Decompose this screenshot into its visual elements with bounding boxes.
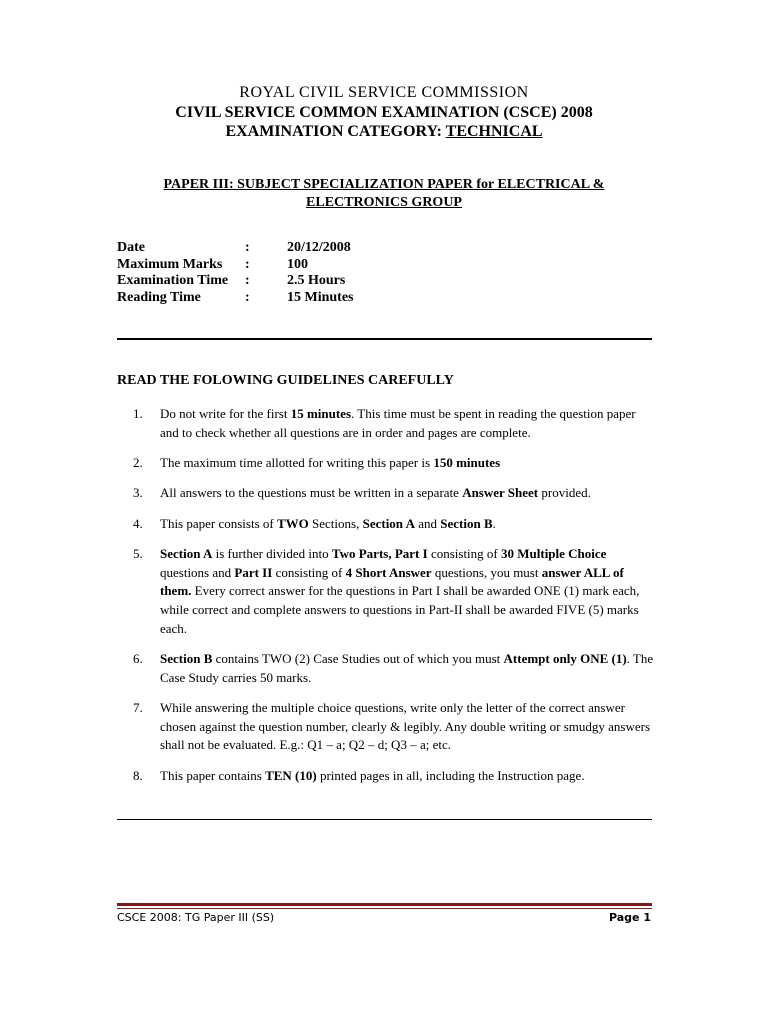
guideline-item bbox=[117, 650, 657, 687]
guidelines-list bbox=[117, 405, 657, 797]
guideline-item bbox=[117, 515, 657, 534]
guideline-text: contains TWO (2) Case Studies out of which you must bbox=[212, 651, 504, 666]
guideline-item bbox=[117, 484, 657, 503]
guideline-emphasis: 30 Multiple Choice bbox=[501, 545, 607, 561]
guideline-text: . This time must be spent in reading the question paper and to check whether all questions are in order and pages are complete. bbox=[160, 406, 636, 440]
guideline-text: printed pages in all, including the Instruction page. bbox=[316, 767, 585, 783]
paper-title-line2: ELECTRONICS GROUP bbox=[306, 195, 462, 210]
guideline-emphasis: Section B bbox=[440, 515, 493, 531]
detail-colon: : bbox=[245, 256, 250, 272]
guideline-emphasis: Attempt only ONE (1) bbox=[503, 651, 627, 666]
guideline-text: questions and bbox=[160, 564, 235, 580]
paper-title-line1: PAPER III: SUBJECT SPECIALIZATION PAPER for ELECTRICAL & bbox=[163, 177, 605, 192]
guideline-item bbox=[117, 545, 657, 639]
guideline-text: Every correct answer for the questions in Part I shall be awarded ONE (1) mark each, while correct and complete answers to questions in Part-II shall be awarded FIVE (5) marks each. bbox=[160, 583, 640, 636]
guideline-text: All answers to the questions must be written in a separate bbox=[160, 485, 463, 501]
guideline-text: While answering the multiple choice questions, write only the letter of the correct answer chosen against the question number, clearly & legibly. Any double writing or smudgy answers shall not be evaluated. E.g.: Q1 – a; Q2 – d; Q3 – a; etc. bbox=[160, 700, 651, 753]
guideline-text: provided. bbox=[538, 485, 591, 501]
guideline-text: consisting of bbox=[272, 564, 346, 580]
detail-label: Examination Time bbox=[117, 273, 229, 288]
footer-rule-thin bbox=[117, 908, 652, 909]
commission-name: ROYAL CIVIL SERVICE COMMISSION bbox=[239, 84, 529, 101]
detail-value: 100 bbox=[287, 256, 308, 272]
guideline-item bbox=[117, 454, 657, 473]
guideline-emphasis: Answer Sheet bbox=[462, 485, 539, 501]
guideline-emphasis: 150 minutes bbox=[433, 455, 501, 470]
guidelines-title: READ THE FOLOWING GUIDELINES CAREFULLY bbox=[117, 373, 454, 388]
guideline-number: 3. bbox=[133, 485, 143, 501]
paper-title bbox=[130, 176, 638, 212]
detail-colon: : bbox=[245, 240, 250, 255]
exam-category bbox=[0, 123, 768, 141]
guideline-text: . The Case Study carries 50 marks. bbox=[160, 651, 654, 685]
detail-value: 2.5 Hours bbox=[287, 273, 346, 288]
detail-label: Reading Time bbox=[117, 289, 201, 305]
detail-value: 15 Minutes bbox=[287, 289, 354, 305]
guideline-emphasis: 4 Short Answer bbox=[345, 564, 432, 580]
guideline-text: consisting of bbox=[427, 545, 501, 561]
guideline-text: questions, you must bbox=[431, 564, 542, 580]
detail-colon: : bbox=[245, 273, 250, 288]
guideline-item bbox=[117, 405, 657, 442]
guideline-text: is further divided into bbox=[212, 545, 332, 561]
guideline-emphasis: Section A bbox=[160, 545, 213, 561]
detail-label: Date bbox=[117, 240, 145, 255]
guideline-emphasis: TEN (10) bbox=[265, 767, 317, 783]
guideline-number: 8. bbox=[133, 767, 143, 783]
page-number: Page 1 bbox=[608, 911, 651, 924]
exam-title: CIVIL SERVICE COMMON EXAMINATION (CSCE) 2008 bbox=[175, 104, 593, 121]
guideline-emphasis: Part II bbox=[234, 564, 273, 580]
guideline-text: Sections, bbox=[308, 515, 363, 531]
guideline-emphasis: Section A bbox=[362, 515, 415, 531]
guideline-text: The maximum time allotted for writing this paper is bbox=[160, 455, 434, 470]
guideline-text: Do not write for the first bbox=[160, 406, 291, 421]
guideline-emphasis: 15 minutes bbox=[290, 406, 352, 421]
guideline-emphasis: TWO bbox=[276, 515, 309, 531]
guideline-emphasis: Section B bbox=[160, 651, 213, 666]
guideline-number: 1. bbox=[133, 406, 143, 421]
guideline-text: This paper consists of bbox=[160, 515, 277, 531]
footer-paper-code: CSCE 2008: TG Paper III (SS) bbox=[117, 911, 275, 924]
divider-top bbox=[117, 338, 652, 340]
guideline-emphasis: answer ALL of them. bbox=[160, 564, 624, 599]
detail-colon: : bbox=[245, 289, 250, 305]
guideline-item bbox=[117, 699, 657, 755]
exam-category-label: EXAMINATION CATEGORY: bbox=[225, 123, 446, 140]
guideline-text: . bbox=[492, 515, 496, 531]
guideline-item bbox=[117, 767, 657, 786]
footer-rule bbox=[117, 903, 652, 906]
guideline-number: 4. bbox=[133, 515, 143, 531]
guideline-text: This paper contains bbox=[160, 767, 266, 783]
detail-value: 20/12/2008 bbox=[287, 240, 351, 255]
detail-label: Maximum Marks bbox=[117, 256, 223, 272]
guideline-emphasis: Two Parts, Part I bbox=[331, 545, 428, 561]
guideline-number: 5. bbox=[133, 545, 143, 561]
guideline-number: 2. bbox=[133, 455, 143, 470]
guideline-text: and bbox=[414, 515, 441, 531]
guideline-number: 7. bbox=[133, 700, 143, 715]
divider-bottom bbox=[117, 819, 652, 820]
exam-category-value: TECHNICAL bbox=[445, 123, 543, 140]
guideline-number: 6. bbox=[133, 651, 143, 666]
